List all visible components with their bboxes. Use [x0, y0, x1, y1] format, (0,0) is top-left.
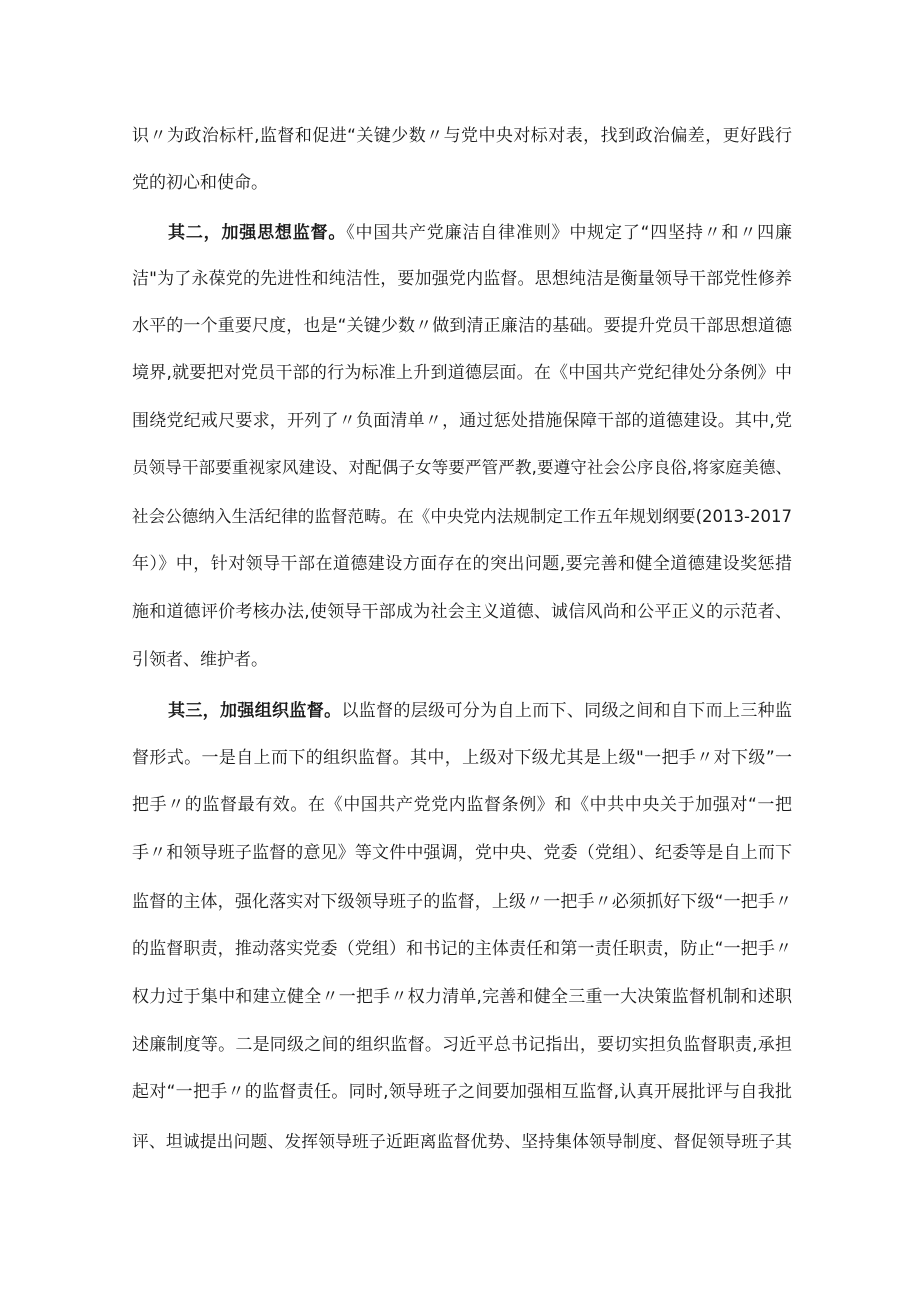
paragraph-2-line-10: 引领者、维护者。	[132, 650, 268, 670]
paragraph-2-line-6: 员领导干部要重视家风建设、对配偶子女等要严管严教,要遵守社会公序良俗,将家庭美德、	[132, 458, 792, 477]
paragraph-3-heading: 其三，加强组织监督。	[168, 701, 342, 721]
paragraph-2-line-3: 水平的一个重要尺度，也是“关键少数〃做到清正廉洁的基础。要提升党员干部思想道德	[132, 316, 792, 336]
paragraph-3-line-3: 把手〃的监督最有效。在《中国共产党党内监督条例》和《中共中央关于加强对“一把	[132, 795, 792, 815]
paragraph-2-first-line-text: 《中国共产党廉洁自律准则》中规定了“四坚持〃和〃四廉	[346, 223, 793, 243]
paragraph-2-line-2: 洁"为了永葆党的先进性和纯洁性，要加强党内监督。思想纯洁是衡量领导干部党性修养	[132, 269, 792, 289]
paragraph-3-line-2: 督形式。一是自上而下的组织监督。其中，上级对下级尤其是上级"一把手〃对下级”一	[132, 748, 792, 768]
paragraph-3-line-9: 起对“一把手〃的监督责任。同时,领导班子之间要加强相互监督,认真开展批评与自我批	[132, 1082, 792, 1102]
paragraph-2-line-8: 年）》中，针对领导干部在道德建设方面存在的突出问题,要完善和健全道德建设奖惩措	[132, 554, 792, 574]
paragraph-2-heading: 其二，加强思想监督。	[168, 223, 347, 243]
paragraph-2-line-4: 境界,就要把对党员干部的行为标准上升到道德层面。在《中国共产党纪律处分条例》中	[132, 363, 792, 383]
paragraph-3-line-10: 评、坦诚提出问题、发挥领导班子近距离监督优势、坚持集体领导制度、督促领导班子其	[132, 1131, 792, 1151]
paragraph-3-first-line-text: 以监督的层级可分为自上而下、同级之间和自下而上三种监	[341, 701, 793, 721]
paragraph-2-line-9: 施和道德评价考核办法,使领导干部成为社会主义道德、诚信风尚和公平正义的示范者、	[132, 602, 792, 622]
paragraph-2-line-1	[168, 222, 792, 244]
paragraph-3-line-5: 监督的主体，强化落实对下级领导班子的监督，上级〃一把手〃必须抓好下级“一把手〃	[132, 892, 792, 912]
paragraph-3-line-7: 权力过于集中和建立健全〃一把手〃权力清单,完善和健全三重一大决策监督机制和述职	[132, 987, 792, 1007]
paragraph-1-line-1: 识〃为政治标杆,监督和促进“关键少数〃与党中央对标对表，找到政治偏差，更好践行	[132, 126, 792, 146]
paragraph-3-line-6: 的监督职责，推动落实党委（党组）和书记的主体责任和第一责任职责，防止“一把手〃	[132, 939, 792, 959]
paragraph-2-line-5: 围绕党纪戒尺要求，开列了〃负面清单〃，通过惩处措施保障干部的道德建设。其中,党	[132, 411, 792, 431]
paragraph-1-line-2: 党的初心和使命。	[132, 173, 268, 193]
paragraph-3-line-1	[168, 700, 792, 722]
paragraph-3-line-4: 手〃和领导班子监督的意见》等文件中强调，党中央、党委（党组）、纪委等是自上而下	[132, 843, 792, 863]
paragraph-3-line-8: 述廉制度等。二是同级之间的组织监督。习近平总书记指出，要切实担负监督职责,承担	[132, 1035, 792, 1055]
paragraph-2-line-7: 社会公德纳入生活纪律的监督范畴。在《中央党内法规制定工作五年规划纲要(2013-2017	[132, 507, 792, 526]
